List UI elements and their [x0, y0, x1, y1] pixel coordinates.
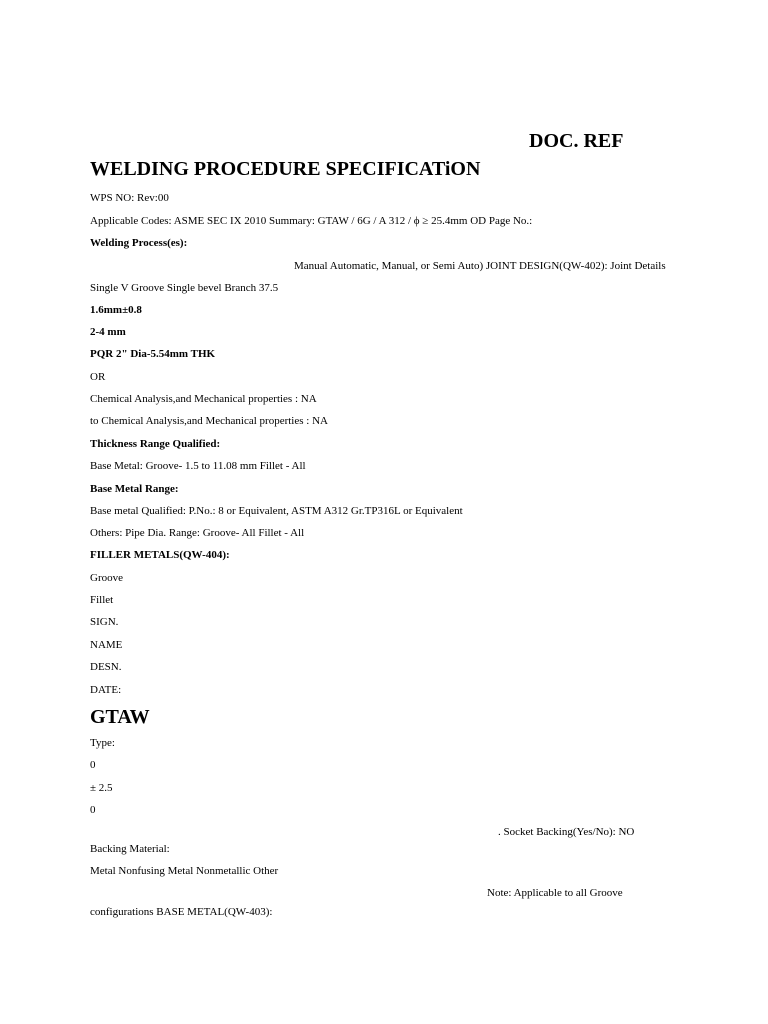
chemical-analysis-1: Chemical Analysis,and Mechanical properties : NA	[90, 393, 317, 405]
backing-material-label: Backing Material:	[90, 843, 170, 855]
groove-label: Groove	[90, 572, 123, 584]
metal-options: Metal Nonfusing Metal Nonmetallic Other	[90, 865, 279, 877]
others-pipe-range: Others: Pipe Dia. Range: Groove- All Fillet - All	[90, 527, 305, 539]
or-text: OR	[90, 371, 106, 383]
joint-design-line: Manual Automatic, Manual, or Semi Auto) JOINT DESIGN(QW-402): Joint Details	[294, 260, 666, 272]
socket-backing: . Socket Backing(Yes/No): NO	[498, 826, 635, 838]
designation-label: DESN.	[90, 661, 122, 673]
fillet-label: Fillet	[90, 594, 114, 606]
type-label: Type:	[90, 737, 115, 749]
groove-types: Single V Groove Single bevel Branch 37.5	[90, 282, 279, 294]
doc-ref: DOC. REF	[529, 130, 624, 152]
date-label: DATE:	[90, 684, 122, 696]
base-metal-range-heading: Base Metal Range:	[90, 483, 179, 495]
dimension-2: 2-4 mm	[90, 326, 126, 338]
value-zero-2: 0	[90, 804, 96, 816]
welding-process-heading: Welding Process(es):	[90, 237, 188, 249]
sign-label: SIGN.	[90, 616, 119, 628]
configurations-base-metal: configurations BASE METAL(QW-403):	[90, 906, 273, 918]
wps-number: WPS NO: Rev:00	[90, 192, 169, 204]
filler-metals-heading: FILLER METALS(QW-404):	[90, 549, 230, 561]
gtaw-heading: GTAW	[90, 706, 150, 728]
base-metal-thickness: Base Metal: Groove- 1.5 to 11.08 mm Fillet - All	[90, 460, 306, 472]
pqr-reference: PQR 2" Dia-5.54mm THK	[90, 348, 216, 360]
dimension-1: 1.6mm±0.8	[90, 304, 142, 316]
thickness-range-heading: Thickness Range Qualified:	[90, 438, 221, 450]
value-zero-1: 0	[90, 759, 96, 771]
base-metal-qualified: Base metal Qualified: P.No.: 8 or Equivalent, ASTM A312 Gr.TP316L or Equivalent	[90, 505, 463, 517]
tolerance-value: ± 2.5	[90, 782, 113, 794]
groove-note: Note: Applicable to all Groove	[487, 887, 623, 899]
document-title: WELDING PROCEDURE SPECIFICATiON	[90, 158, 481, 180]
chemical-analysis-2: to Chemical Analysis,and Mechanical properties : NA	[90, 415, 328, 427]
applicable-codes: Applicable Codes: ASME SEC IX 2010 Summary: GTAW / 6G / A 312 / ϕ ≥ 25.4mm OD Page No.:	[90, 215, 533, 227]
name-label: NAME	[90, 639, 123, 651]
